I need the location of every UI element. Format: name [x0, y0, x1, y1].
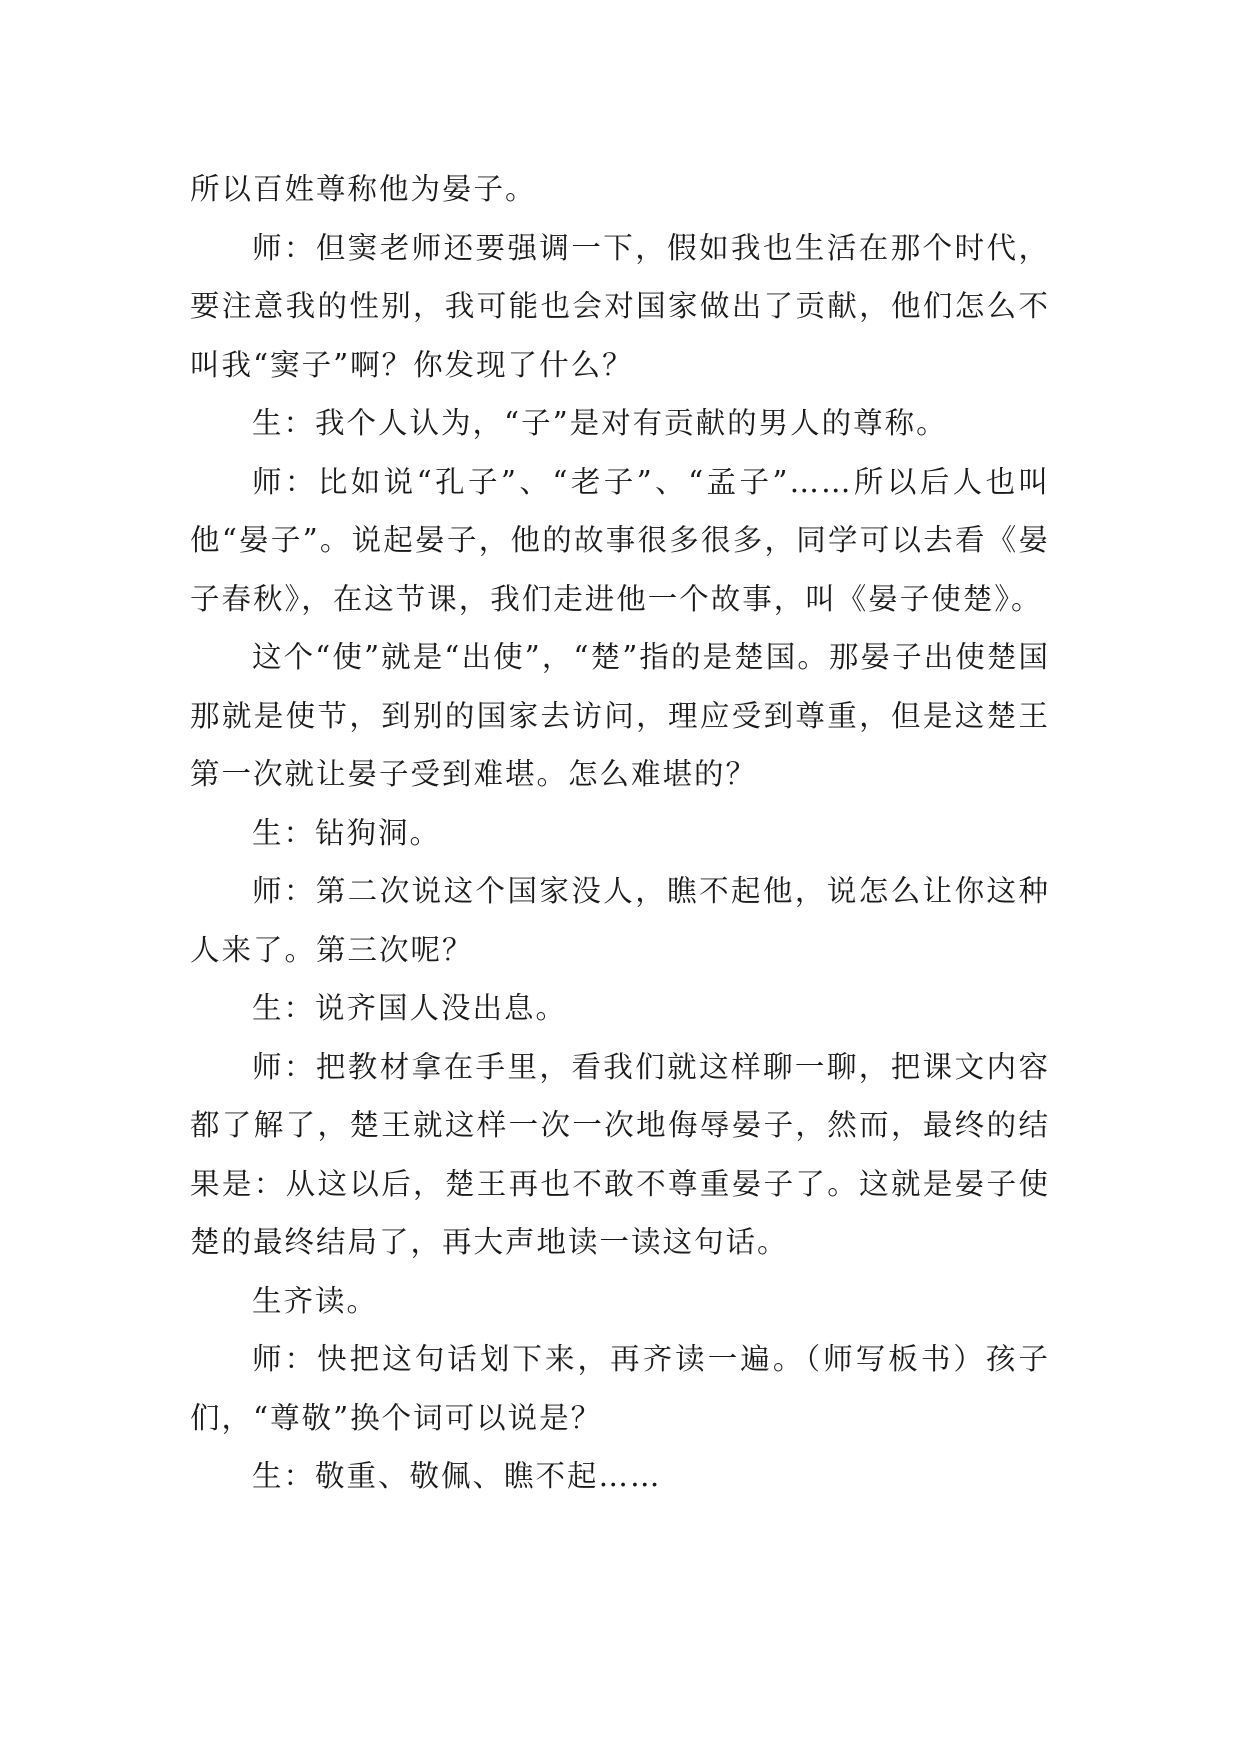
paragraph-8: 生：说齐国人没出息。 — [252, 991, 568, 1025]
body-text — [190, 160, 1050, 1506]
paragraph-4: 师：比如说“孔子”、“老子”、“孟子”……所以后人也叫他“晏子”。说起晏子，他的故事很多很多，同学可以去看《晏子春秋》，在这节课，我们走进他一个故事，叫《晏子使楚》。 — [190, 464, 1050, 616]
paragraph-10: 生齐读。 — [252, 1283, 379, 1318]
paragraph-5: 这个“使”就是“出使”，“楚”指的是楚国。那晏子出使楚国那就是使节，到别的国家去访问，理应受到尊重，但是这楚王第一次就让晏子受到难堪。怎么难堪的？ — [190, 640, 1050, 791]
paragraph-3: 生：我个人认为，“子”是对有贡献的男人的尊称。 — [252, 406, 948, 440]
paragraph-9: 师：把教材拿在手里，看我们就这样聊一聊，把课文内容都了解了，楚王就这样一次一次地侮辱晏子，然而，最终的结果是：从这以后，楚王再也不敢不尊重晏子了。这就是晏子使楚的最终结局了，再大声地读一读这句话。 — [190, 1049, 1050, 1259]
paragraph-1: 所以百姓尊称他为晏子。 — [190, 172, 537, 206]
paragraph-7: 师：第二次说这个国家没人，瞧不起他，说怎么让你这种人来了。第三次呢？ — [190, 874, 1050, 967]
paragraph-2: 师：但窦老师还要强调一下，假如我也生活在那个时代，要注意我的性别，我可能也会对国家做出了贡献，他们怎么不叫我“窦子”啊？你发现了什么？ — [190, 230, 1050, 382]
paragraph-11: 师：快把这句话划下来，再齐读一遍。（师写板书）孩子们，“尊敬”换个词可以说是？ — [190, 1342, 1050, 1435]
paragraph-6: 生：钻狗洞。 — [252, 815, 442, 850]
paragraph-12: 生：敬重、敬佩、瞧不起…… — [252, 1459, 662, 1493]
